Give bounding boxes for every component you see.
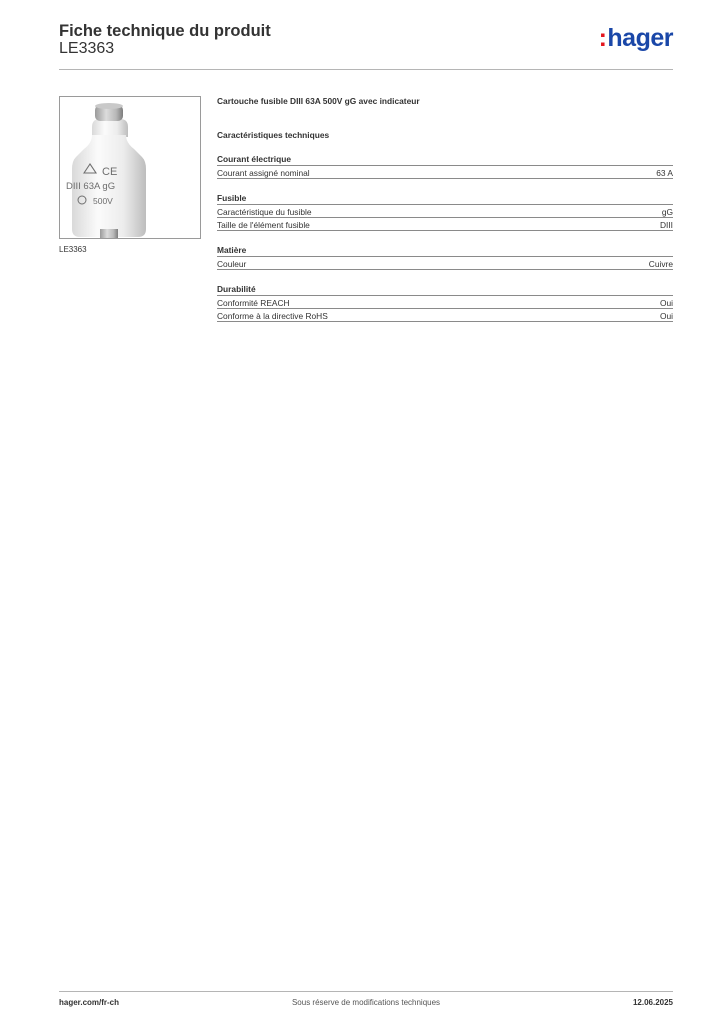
spec-value: Oui <box>659 298 673 308</box>
spec-label: Conformité REACH <box>217 298 290 308</box>
spec-group-sustainability <box>217 284 673 322</box>
spec-group-title: Durabilité <box>217 284 673 296</box>
spec-value: Oui <box>659 311 673 321</box>
spec-group-material <box>217 245 673 270</box>
product-reference: LE3363 <box>59 40 115 57</box>
logo-text: hager <box>607 24 673 52</box>
spec-row <box>217 296 673 309</box>
spec-label: Couleur <box>217 259 247 269</box>
spec-value: 63 A <box>656 168 673 178</box>
fuse-voltage-text: 500V <box>93 196 113 206</box>
technical-characteristics-title: Caractéristiques techniques <box>217 130 330 140</box>
logo-colon: : <box>598 24 607 52</box>
page-footer <box>59 998 673 1010</box>
footer-divider <box>59 991 673 992</box>
spec-value: Cuivre <box>648 259 673 269</box>
spec-row <box>217 166 673 179</box>
spec-group-title: Matière <box>217 245 673 257</box>
hager-logo <box>599 26 673 51</box>
page-header <box>59 20 673 70</box>
spec-label: Conforme à la directive RoHS <box>217 311 328 321</box>
spec-row <box>217 205 673 218</box>
spec-row <box>217 257 673 270</box>
spec-group-title: Fusible <box>217 193 673 205</box>
product-image <box>59 96 201 239</box>
spec-group-title: Courant électrique <box>217 154 673 166</box>
spec-group-electric-current <box>217 154 673 179</box>
footer-date: 12.06.2025 <box>632 998 673 1007</box>
product-description: Cartouche fusible DIII 63A 500V gG avec indicateur <box>217 96 420 106</box>
spec-group-fuse <box>217 193 673 231</box>
footer-website-link[interactable]: hager.com/fr-ch <box>59 998 120 1007</box>
spec-row <box>217 309 673 322</box>
spec-label: Courant assigné nominal <box>217 168 310 178</box>
spec-label: Taille de l'élément fusible <box>217 220 310 230</box>
fuse-cartridge-illustration <box>60 97 200 238</box>
page-title: Fiche technique du produit <box>59 22 271 40</box>
spec-row <box>217 218 673 231</box>
product-details <box>217 96 673 322</box>
fuse-rating-text: DIII 63A gG <box>66 181 116 192</box>
image-caption: LE3363 <box>59 245 87 254</box>
spec-label: Caractéristique du fusible <box>217 207 312 217</box>
spec-value: DIII <box>659 220 673 230</box>
header-divider <box>59 69 673 70</box>
ce-mark: CE <box>102 166 118 178</box>
footer-disclaimer: Sous réserve de modifications techniques <box>291 998 441 1007</box>
spec-value: gG <box>661 207 673 217</box>
